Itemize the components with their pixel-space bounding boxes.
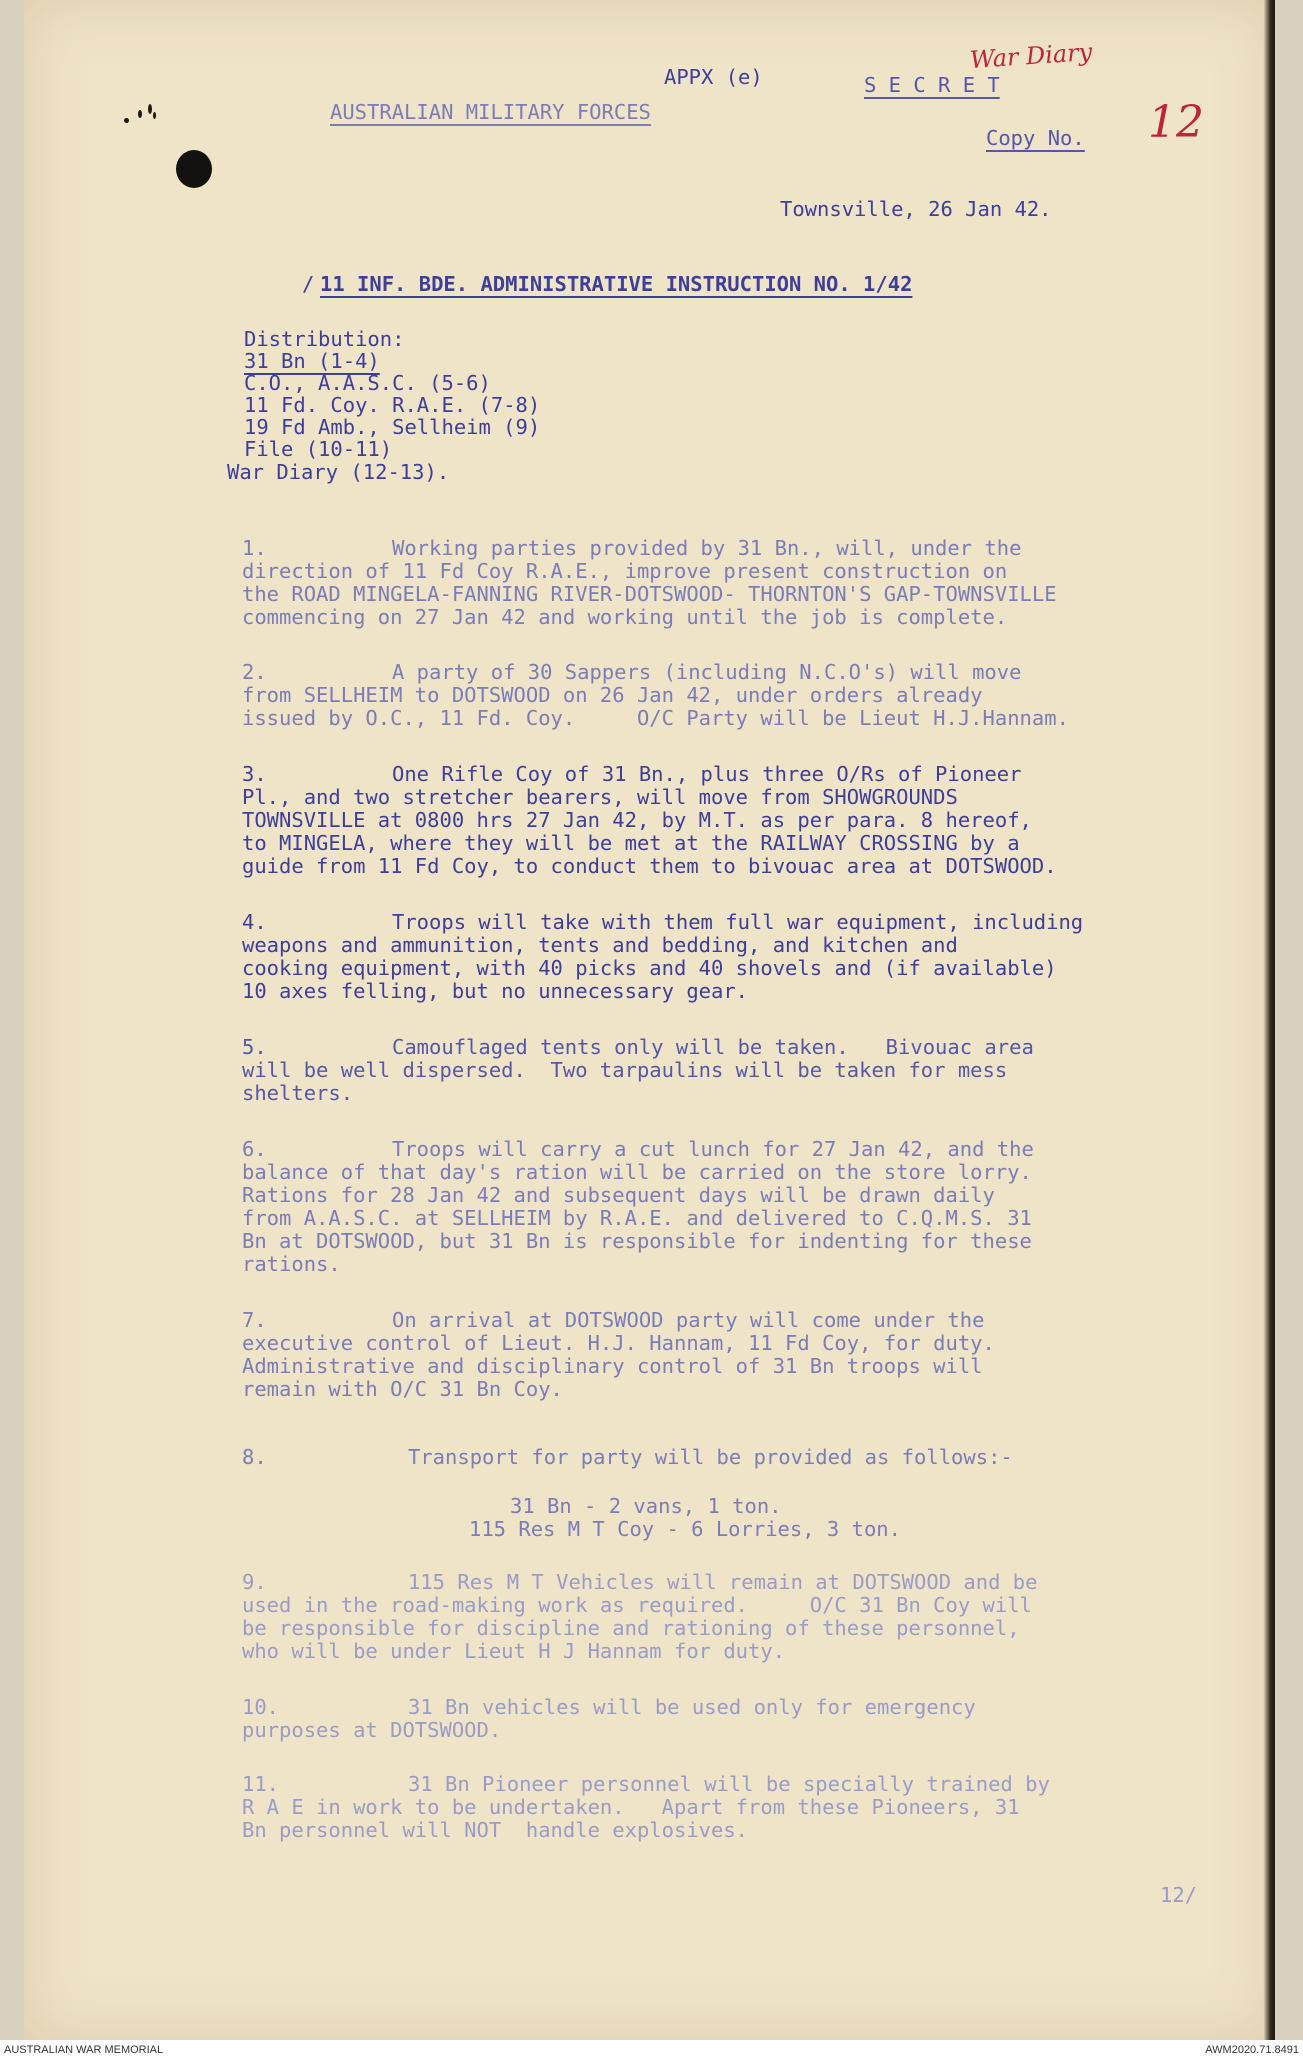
paragraph-line: to MINGELA, where they will be met at the RAILWAY CROSSING by a <box>242 831 1020 855</box>
title-mark: / <box>302 272 315 296</box>
paragraph-line: Rations for 28 Jan 42 and subsequent days will be drawn daily <box>242 1183 995 1207</box>
paragraph-number: 6. <box>242 1137 267 1161</box>
paragraph-line: Bn personnel will NOT handle explosives. <box>242 1818 749 1842</box>
paragraph-line: Troops will carry a cut lunch for 27 Jan 42, and the <box>392 1137 1034 1161</box>
archive-footer <box>0 2040 1303 2061</box>
paragraph-number: 2. <box>242 660 267 684</box>
paragraph-line: Pl., and two stretcher bearers, will move from SHOWGROUNDS <box>242 785 958 809</box>
paragraph-line: from A.A.S.C. at SELLHEIM by R.A.E. and delivered to C.Q.M.S. 31 <box>242 1206 1032 1230</box>
paragraph-number: 1. <box>242 536 267 560</box>
paragraph-number: 11. <box>242 1772 280 1796</box>
document-title: 11 INF. BDE. ADMINISTRATIVE INSTRUCTION NO. 1/42 <box>320 272 913 296</box>
ink-speck <box>153 112 156 119</box>
paragraph-line: direction of 11 Fd Coy R.A.E., improve present construction on <box>242 559 1008 583</box>
transport-line: 31 Bn - 2 vans, 1 ton. <box>510 1494 782 1518</box>
place-date: Townsville, 26 Jan 42. <box>780 197 1052 221</box>
paragraph-line: TOWNSVILLE at 0800 hrs 27 Jan 42, by M.T. as per para. 8 hereof, <box>242 808 1032 832</box>
paragraph-line: A party of 30 Sappers (including N.C.O's) will move <box>392 660 1022 684</box>
org-name: AUSTRALIAN MILITARY FORCES <box>330 100 651 124</box>
distribution-line: C.O., A.A.S.C. (5-6) <box>244 371 491 395</box>
paragraph-line: from SELLHEIM to DOTSWOOD on 26 Jan 42, under orders already <box>242 683 983 707</box>
paragraph-number: 3. <box>242 762 267 786</box>
ink-speck <box>124 118 129 123</box>
distribution-line: 19 Fd Amb., Sellheim (9) <box>244 415 541 439</box>
paragraph-line: Camouflaged tents only will be taken. Bivouac area <box>392 1035 1034 1059</box>
paragraph-line: be responsible for discipline and rationing of these personnel, <box>242 1616 1020 1640</box>
paragraph-number: 4. <box>242 910 267 934</box>
handwritten-war-diary-note: War Diary <box>969 37 1094 75</box>
paragraph-line: 115 Res M T Vehicles will remain at DOTSWOOD and be <box>408 1570 1038 1594</box>
paragraph-number: 5. <box>242 1035 267 1059</box>
paragraph-line: the ROAD MINGELA-FANNING RIVER-DOTSWOOD- THORNTON'S GAP-TOWNSVILLE <box>242 582 1057 606</box>
distribution-line: War Diary (12-13). <box>227 460 450 484</box>
paragraph-line: weapons and ammunition, tents and bedding, and kitchen and <box>242 933 958 957</box>
paragraph-line: Working parties provided by 31 Bn., will, under the <box>392 536 1022 560</box>
paragraph-line: balance of that day's ration will be carried on the store lorry. <box>242 1160 1032 1184</box>
ink-speck <box>148 104 152 114</box>
paragraph-line: shelters. <box>242 1081 354 1105</box>
paragraph-line: remain with O/C 31 Bn Coy. <box>242 1377 563 1401</box>
paragraph-line: Administrative and disciplinary control of 31 Bn troops will <box>242 1354 983 1378</box>
paragraph-line: used in the road-making work as required. O/C 31 Bn Coy will <box>242 1593 1032 1617</box>
paragraph-number: 10. <box>242 1695 280 1719</box>
paragraph-line: issued by O.C., 11 Fd. Coy. O/C Party will be Lieut H.J.Hannam. <box>242 706 1069 730</box>
distribution-line: 31 Bn (1-4) <box>244 349 380 373</box>
transport-line: 115 Res M T Coy - 6 Lorries, 3 ton. <box>469 1517 901 1541</box>
distribution-line: 11 Fd. Coy. R.A.E. (7-8) <box>244 393 541 417</box>
paragraph-line: rations. <box>242 1252 341 1276</box>
footer-institution: AUSTRALIAN WAR MEMORIAL <box>4 2044 164 2056</box>
ink-speck <box>138 110 142 118</box>
document-page <box>24 0 1275 2040</box>
paragraph-line: One Rifle Coy of 31 Bn., plus three O/Rs of Pioneer <box>392 762 1022 786</box>
paragraph-line: 31 Bn Pioneer personnel will be specially trained by <box>408 1772 1050 1796</box>
paragraph-line: 10 axes felling, but no unnecessary gear. <box>242 979 749 1003</box>
paragraph-number: 8. <box>242 1445 267 1469</box>
paragraph-line: will be well dispersed. Two tarpaulins will be taken for mess <box>242 1058 1008 1082</box>
classification-secret: S E C R E T <box>864 73 1000 97</box>
footer-reference: AWM2020.71.8491 <box>1205 2044 1299 2056</box>
paragraph-line: Troops will take with them full war equipment, including <box>392 910 1084 934</box>
punch-hole <box>176 150 212 188</box>
page-continuation: 12/ <box>1160 1883 1198 1907</box>
paragraph-line: On arrival at DOTSWOOD party will come under the <box>392 1308 985 1332</box>
paragraph-line: guide from 11 Fd Coy, to conduct them to bivouac area at DOTSWOOD. <box>242 854 1057 878</box>
paragraph-line: who will be under Lieut H J Hannam for duty. <box>242 1639 786 1663</box>
paragraph-line: commencing on 27 Jan 42 and working until the job is complete. <box>242 605 1008 629</box>
paragraph-number: 7. <box>242 1308 267 1332</box>
copy-number: 12 <box>1148 97 1204 148</box>
copy-label: Copy No. <box>986 126 1085 150</box>
paragraph-number: 9. <box>242 1570 267 1594</box>
paragraph-line: R A E in work to be undertaken. Apart from these Pioneers, 31 <box>242 1795 1020 1819</box>
distribution-line: File (10-11) <box>244 437 393 461</box>
paragraph-line: purposes at DOTSWOOD. <box>242 1718 502 1742</box>
appendix-label: APPX (e) <box>664 65 763 89</box>
paragraph-line: executive control of Lieut. H.J. Hannam, 11 Fd Coy, for duty. <box>242 1331 995 1355</box>
paragraph-line: Transport for party will be provided as follows:- <box>408 1445 1013 1469</box>
paragraph-line: Bn at DOTSWOOD, but 31 Bn is responsible for indenting for these <box>242 1229 1032 1253</box>
paragraph-line: cooking equipment, with 40 picks and 40 shovels and (if available) <box>242 956 1057 980</box>
distribution-heading: Distribution: <box>244 327 405 351</box>
paragraph-line: 31 Bn vehicles will be used only for emergency <box>408 1695 976 1719</box>
